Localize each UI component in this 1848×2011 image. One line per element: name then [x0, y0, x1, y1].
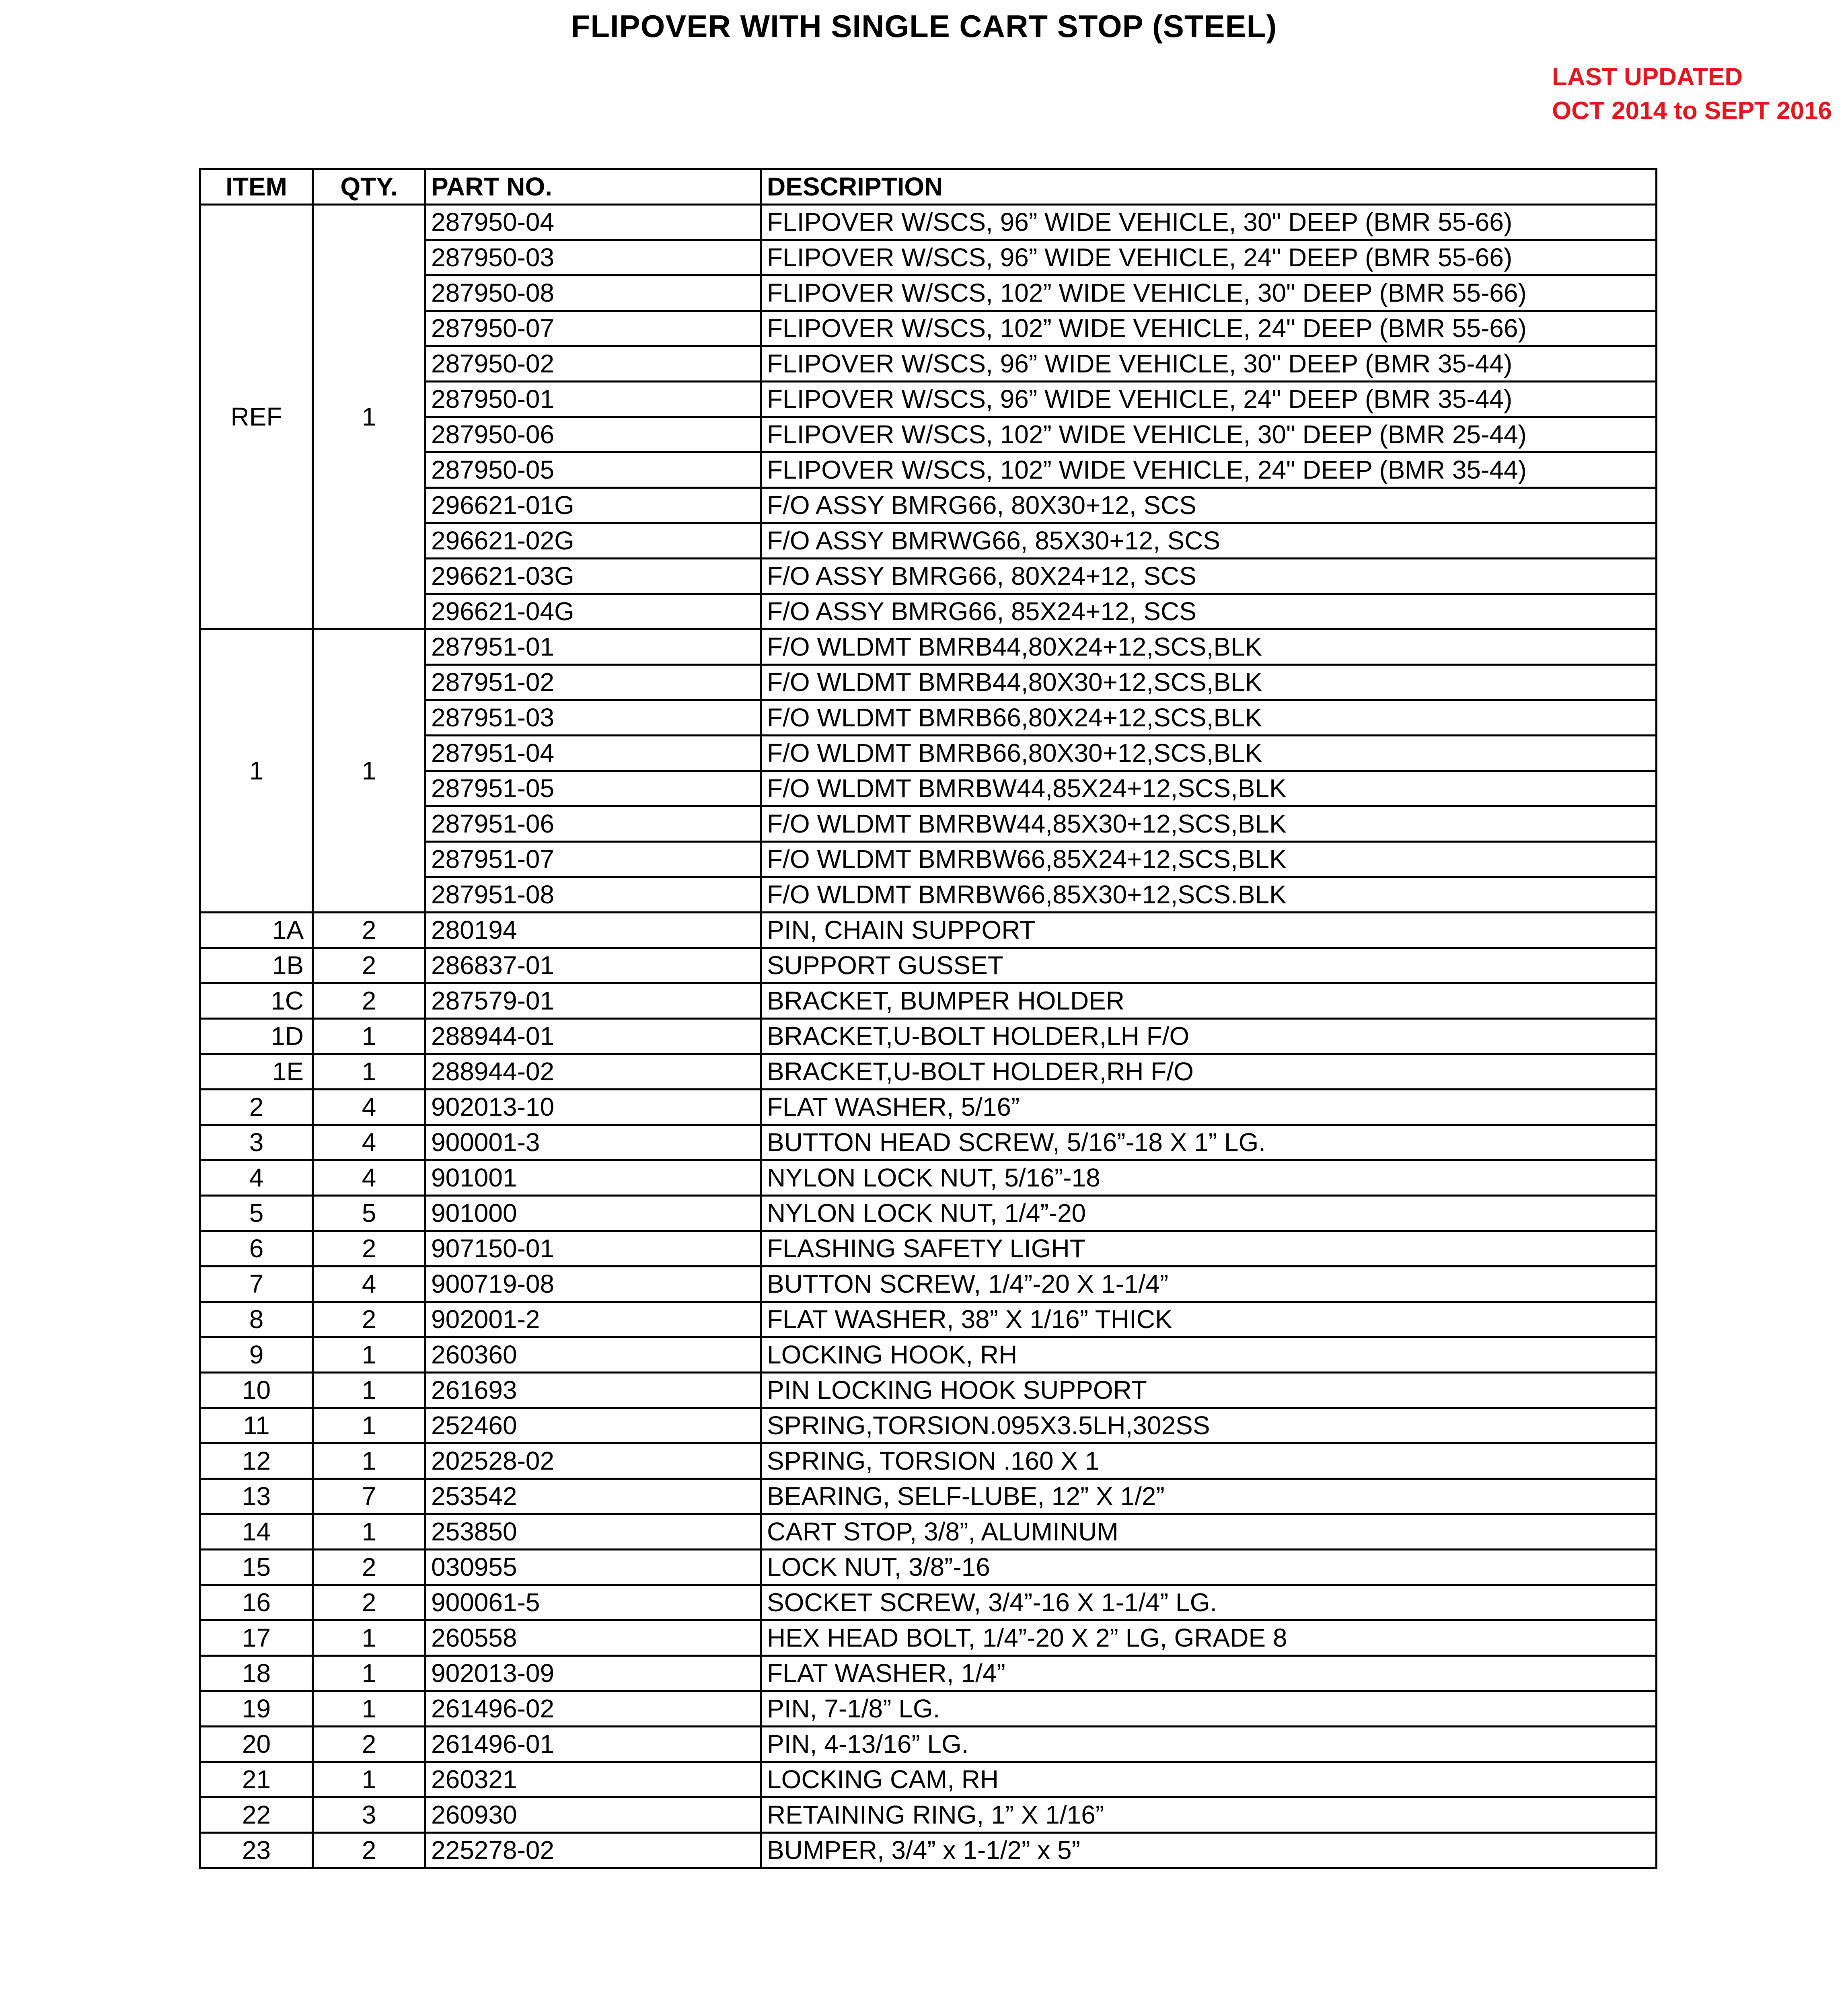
cell-item: 22 [200, 1797, 313, 1833]
cell-part-no: 287950-08 [426, 276, 761, 311]
cell-part-no: 252460 [426, 1408, 761, 1443]
table-row [200, 1267, 1657, 1302]
cell-description: RETAINING RING, 1” X 1/16” [761, 1797, 1657, 1833]
cell-item: 18 [200, 1656, 313, 1691]
cell-description: FLIPOVER W/SCS, 96” WIDE VEHICLE, 30" DEEP (BMR 55-66) [761, 205, 1657, 240]
cell-part-no: 287951-08 [426, 877, 761, 913]
cell-item: 1A [200, 913, 313, 948]
cell-description: FLIPOVER W/SCS, 102” WIDE VEHICLE, 30" DEEP (BMR 55-66) [761, 276, 1657, 311]
cell-item: 17 [200, 1620, 313, 1656]
cell-part-no: 287950-07 [426, 311, 761, 346]
cell-qty: 2 [313, 1550, 426, 1585]
cell-item: 15 [200, 1550, 313, 1585]
cell-qty: 1 [313, 1514, 426, 1550]
table-row [200, 1514, 1657, 1550]
cell-part-no: 900719-08 [426, 1267, 761, 1302]
cell-item: 6 [200, 1231, 313, 1267]
column-header-description: DESCRIPTION [761, 169, 1657, 205]
cell-qty: 1 [313, 1373, 426, 1408]
cell-qty: 2 [313, 983, 426, 1019]
cell-description: FLIPOVER W/SCS, 96” WIDE VEHICLE, 30" DEEP (BMR 35-44) [761, 346, 1657, 382]
cell-item: 1D [200, 1019, 313, 1054]
cell-part-no: 286837-01 [426, 948, 761, 983]
table-row [200, 1090, 1657, 1125]
cell-part-no: 287950-03 [426, 240, 761, 276]
cell-description: NYLON LOCK NUT, 1/4”-20 [761, 1196, 1657, 1231]
column-header-item: ITEM [200, 169, 313, 205]
cell-part-no: 296621-02G [426, 523, 761, 559]
cell-part-no: 901001 [426, 1160, 761, 1196]
cell-description: F/O ASSY BMRWG66, 85X30+12, SCS [761, 523, 1657, 559]
cell-part-no: 280194 [426, 913, 761, 948]
cell-qty: 3 [313, 1797, 426, 1833]
cell-item: 20 [200, 1727, 313, 1762]
cell-description: F/O WLDMT BMRBW66,85X30+12,SCS.BLK [761, 877, 1657, 913]
cell-description: SPRING, TORSION .160 X 1 [761, 1443, 1657, 1479]
cell-description: NYLON LOCK NUT, 5/16”-18 [761, 1160, 1657, 1196]
table-row [200, 205, 1657, 240]
parts-table [199, 168, 1657, 1869]
cell-part-no: 253850 [426, 1514, 761, 1550]
cell-part-no: 902013-10 [426, 1090, 761, 1125]
page-title: FLIPOVER WITH SINGLE CART STOP (STEEL) [571, 8, 1277, 44]
table-row [200, 913, 1657, 948]
cell-qty: 2 [313, 1302, 426, 1337]
cell-description: FLAT WASHER, 5/16” [761, 1090, 1657, 1125]
cell-item: 7 [200, 1267, 313, 1302]
table-row [200, 1160, 1657, 1196]
cell-description: LOCKING CAM, RH [761, 1762, 1657, 1797]
table-row [200, 1727, 1657, 1762]
table-row [200, 1408, 1657, 1443]
table-row [200, 1479, 1657, 1514]
cell-description: SUPPORT GUSSET [761, 948, 1657, 983]
cell-item: 19 [200, 1691, 313, 1727]
table-header-row [200, 169, 1657, 205]
cell-qty: 4 [313, 1125, 426, 1160]
cell-description: PIN LOCKING HOOK SUPPORT [761, 1373, 1657, 1408]
cell-description: BUTTON SCREW, 1/4”-20 X 1-1/4” [761, 1267, 1657, 1302]
cell-qty: 2 [313, 1585, 426, 1620]
table-row [200, 1373, 1657, 1408]
cell-description: F/O ASSY BMRG66, 85X24+12, SCS [761, 594, 1657, 629]
cell-item: 1E [200, 1054, 313, 1090]
table-row [200, 1691, 1657, 1727]
cell-part-no: 288944-02 [426, 1054, 761, 1090]
cell-description: LOCKING HOOK, RH [761, 1337, 1657, 1373]
table-row [200, 1054, 1657, 1090]
cell-part-no: 260321 [426, 1762, 761, 1797]
cell-part-no: 261693 [426, 1373, 761, 1408]
cell-description: BRACKET,U-BOLT HOLDER,RH F/O [761, 1054, 1657, 1090]
cell-part-no: 287951-05 [426, 771, 761, 806]
cell-part-no: 260930 [426, 1797, 761, 1833]
cell-description: PIN, 4-13/16” LG. [761, 1727, 1657, 1762]
cell-qty: 7 [313, 1479, 426, 1514]
cell-description: FLIPOVER W/SCS, 102” WIDE VEHICLE, 30" DEEP (BMR 25-44) [761, 417, 1657, 452]
cell-part-no: 287951-07 [426, 842, 761, 877]
column-header-qty: QTY. [313, 169, 426, 205]
cell-qty: 4 [313, 1160, 426, 1196]
cell-description: HEX HEAD BOLT, 1/4”-20 X 2” LG, GRADE 8 [761, 1620, 1657, 1656]
cell-item: 1B [200, 948, 313, 983]
cell-part-no: 287950-01 [426, 382, 761, 417]
cell-part-no: 225278-02 [426, 1833, 761, 1868]
cell-description: SPRING,TORSION.095X3.5LH,302SS [761, 1408, 1657, 1443]
cell-description: FLIPOVER W/SCS, 96” WIDE VEHICLE, 24" DEEP (BMR 55-66) [761, 240, 1657, 276]
cell-part-no: 296621-04G [426, 594, 761, 629]
cell-description: CART STOP, 3/8”, ALUMINUM [761, 1514, 1657, 1550]
cell-part-no: 287951-01 [426, 629, 761, 665]
last-updated-label: LAST UPDATED [1552, 63, 1743, 91]
cell-qty: 1 [313, 1762, 426, 1797]
cell-part-no: 287950-04 [426, 205, 761, 240]
cell-part-no: 900061-5 [426, 1585, 761, 1620]
parts-table-body [200, 205, 1657, 1868]
cell-part-no: 030955 [426, 1550, 761, 1585]
cell-qty: 4 [313, 1090, 426, 1125]
cell-part-no: 253542 [426, 1479, 761, 1514]
cell-part-no: 287951-03 [426, 700, 761, 736]
table-row [200, 983, 1657, 1019]
table-row [200, 1656, 1657, 1691]
cell-part-no: 287950-06 [426, 417, 761, 452]
cell-part-no: 287950-05 [426, 452, 761, 488]
table-row [200, 1762, 1657, 1797]
table-row [200, 1196, 1657, 1231]
table-row [200, 1585, 1657, 1620]
cell-qty: 1 [313, 1443, 426, 1479]
last-updated-note [1552, 60, 1832, 128]
cell-description: F/O ASSY BMRG66, 80X24+12, SCS [761, 559, 1657, 594]
cell-description: BRACKET, BUMPER HOLDER [761, 983, 1657, 1019]
cell-qty: 2 [313, 1833, 426, 1868]
cell-qty: 4 [313, 1267, 426, 1302]
cell-item: 5 [200, 1196, 313, 1231]
cell-part-no: 287951-06 [426, 806, 761, 842]
cell-description: F/O WLDMT BMRB44,80X24+12,SCS,BLK [761, 629, 1657, 665]
cell-part-no: 260360 [426, 1337, 761, 1373]
cell-qty: 1 [313, 1337, 426, 1373]
cell-item: 14 [200, 1514, 313, 1550]
cell-description: F/O WLDMT BMRB66,80X24+12,SCS,BLK [761, 700, 1657, 736]
cell-qty: 1 [313, 1054, 426, 1090]
last-updated-range: OCT 2014 to SEPT 2016 [1552, 97, 1832, 125]
cell-item: 2 [200, 1090, 313, 1125]
cell-qty: 1 [313, 1656, 426, 1691]
table-row [200, 948, 1657, 983]
cell-qty: 2 [313, 1231, 426, 1267]
cell-item: REF [200, 205, 313, 629]
cell-qty: 1 [313, 1408, 426, 1443]
cell-qty: 1 [313, 205, 426, 629]
cell-description: BRACKET,U-BOLT HOLDER,LH F/O [761, 1019, 1657, 1054]
cell-part-no: 902013-09 [426, 1656, 761, 1691]
column-header-part-no: PART NO. [426, 169, 761, 205]
table-row [200, 1797, 1657, 1833]
cell-item: 11 [200, 1408, 313, 1443]
table-row [200, 1231, 1657, 1267]
table-row [200, 1833, 1657, 1868]
cell-description: FLIPOVER W/SCS, 102” WIDE VEHICLE, 24" DEEP (BMR 35-44) [761, 452, 1657, 488]
table-row [200, 1550, 1657, 1585]
cell-item: 13 [200, 1479, 313, 1514]
cell-part-no: 261496-01 [426, 1727, 761, 1762]
cell-qty: 5 [313, 1196, 426, 1231]
cell-item: 12 [200, 1443, 313, 1479]
cell-item: 10 [200, 1373, 313, 1408]
cell-qty: 1 [313, 1019, 426, 1054]
cell-description: F/O ASSY BMRG66, 80X30+12, SCS [761, 488, 1657, 523]
cell-description: BUMPER, 3/4” x 1-1/2” x 5” [761, 1833, 1657, 1868]
table-row [200, 1337, 1657, 1373]
cell-part-no: 287579-01 [426, 983, 761, 1019]
cell-item: 23 [200, 1833, 313, 1868]
cell-part-no: 288944-01 [426, 1019, 761, 1054]
table-row [200, 1019, 1657, 1054]
cell-description: F/O WLDMT BMRBW66,85X24+12,SCS,BLK [761, 842, 1657, 877]
cell-item: 16 [200, 1585, 313, 1620]
cell-part-no: 287951-02 [426, 665, 761, 700]
cell-description: FLIPOVER W/SCS, 102” WIDE VEHICLE, 24" DEEP (BMR 55-66) [761, 311, 1657, 346]
cell-qty: 1 [313, 1691, 426, 1727]
cell-description: BUTTON HEAD SCREW, 5/16”-18 X 1” LG. [761, 1125, 1657, 1160]
cell-qty: 1 [313, 1620, 426, 1656]
cell-item: 21 [200, 1762, 313, 1797]
cell-description: SOCKET SCREW, 3/4”-16 X 1-1/4” LG. [761, 1585, 1657, 1620]
cell-part-no: 900001-3 [426, 1125, 761, 1160]
cell-part-no: 202528-02 [426, 1443, 761, 1479]
cell-item: 9 [200, 1337, 313, 1373]
cell-description: BEARING, SELF-LUBE, 12” X 1/2” [761, 1479, 1657, 1514]
cell-qty: 1 [313, 629, 426, 913]
cell-item: 1 [200, 629, 313, 913]
cell-part-no: 901000 [426, 1196, 761, 1231]
cell-description: F/O WLDMT BMRBW44,85X24+12,SCS,BLK [761, 771, 1657, 806]
cell-part-no: 296621-03G [426, 559, 761, 594]
cell-description: PIN, 7-1/8” LG. [761, 1691, 1657, 1727]
table-row [200, 1443, 1657, 1479]
cell-item: 3 [200, 1125, 313, 1160]
cell-part-no: 296621-01G [426, 488, 761, 523]
cell-item: 1C [200, 983, 313, 1019]
cell-description: PIN, CHAIN SUPPORT [761, 913, 1657, 948]
cell-part-no: 287951-04 [426, 736, 761, 771]
table-row [200, 1620, 1657, 1656]
cell-qty: 2 [313, 948, 426, 983]
cell-description: FLAT WASHER, 38” X 1/16” THICK [761, 1302, 1657, 1337]
cell-part-no: 287950-02 [426, 346, 761, 382]
table-row [200, 629, 1657, 665]
cell-part-no: 907150-01 [426, 1231, 761, 1267]
cell-part-no: 261496-02 [426, 1691, 761, 1727]
cell-item: 8 [200, 1302, 313, 1337]
cell-description: LOCK NUT, 3/8”-16 [761, 1550, 1657, 1585]
cell-qty: 2 [313, 1727, 426, 1762]
cell-description: F/O WLDMT BMRB44,80X30+12,SCS,BLK [761, 665, 1657, 700]
cell-part-no: 902001-2 [426, 1302, 761, 1337]
cell-description: FLASHING SAFETY LIGHT [761, 1231, 1657, 1267]
cell-part-no: 260558 [426, 1620, 761, 1656]
table-row [200, 1302, 1657, 1337]
table-row [200, 1125, 1657, 1160]
cell-item: 4 [200, 1160, 313, 1196]
cell-description: F/O WLDMT BMRB66,80X30+12,SCS,BLK [761, 736, 1657, 771]
cell-description: FLAT WASHER, 1/4” [761, 1656, 1657, 1691]
cell-description: FLIPOVER W/SCS, 96” WIDE VEHICLE, 24" DEEP (BMR 35-44) [761, 382, 1657, 417]
cell-qty: 2 [313, 913, 426, 948]
cell-description: F/O WLDMT BMRBW44,85X30+12,SCS,BLK [761, 806, 1657, 842]
